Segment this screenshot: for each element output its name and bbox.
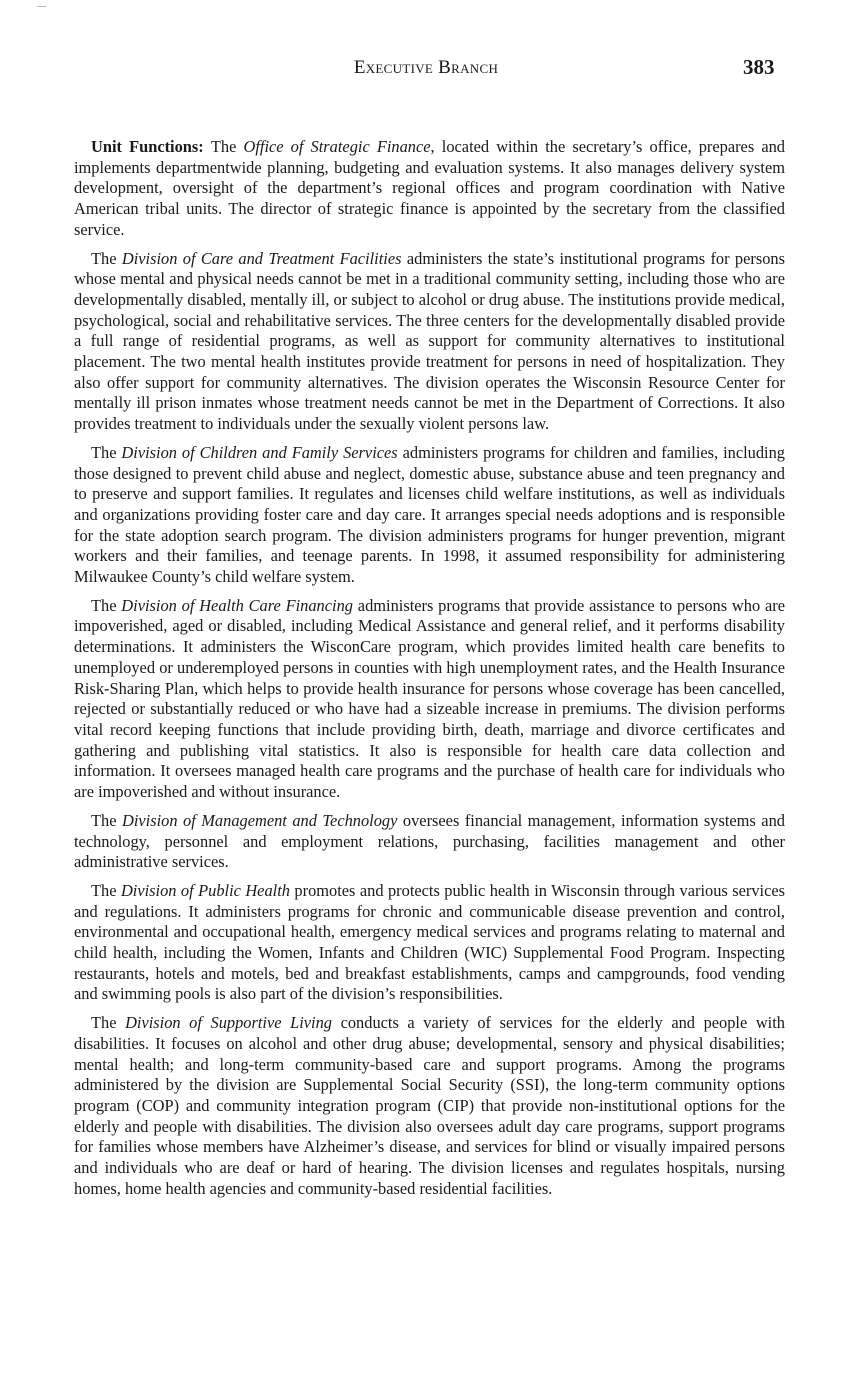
body-text: [74, 137, 785, 1207]
paragraph-lead-in: The: [91, 810, 122, 830]
paragraph-children-family: [74, 443, 785, 588]
paragraph-management-technology: [74, 811, 785, 873]
paragraph-body: administers programs for children and families, including those designed to prevent child abuse and neglect, domestic abuse, substance abuse and teen pregnancy and to preserve and support families. It regulates and licenses child welfare institutions, as well as individuals and organizations providing foster care and day care. It arranges special needs adoptions and is responsible for the state adoption search program. The division administers programs for hunger prevention, migrant workers and their families, and teenage parents. In 1998, it assumed responsibility for administering Milwaukee County’s child welfare system.: [74, 442, 785, 587]
paragraph-lead-in: The: [91, 442, 122, 462]
unit-name: Division of Supportive Living: [125, 1013, 332, 1033]
paragraph-care-treatment: [74, 249, 785, 435]
unit-name: Division of Care and Treatment Facilities: [121, 248, 402, 268]
paragraph-body: oversees financial management, information systems and technology, personnel and employment relations, purchasing, facilities management and other administrative services.: [74, 810, 785, 872]
unit-name: Division of Public Health: [120, 880, 290, 900]
unit-functions-label: Unit Functions:: [91, 137, 211, 156]
section-title: Executive Branch: [353, 57, 499, 78]
scan-mark: [37, 6, 46, 7]
paragraph-body: administers the state’s institutional programs for persons whose mental and physical needs cannot be met in a traditional community setting, including those who are developmentally disabled, mentally ill, or subject to alcohol or drug abuse. The institutions provide medical, psychological, social and rehabilitative services. The three centers for the developmentally disabled provide a full range of residential programs, as well as support for community alternatives to institutional placement. The two mental health institutes provide treatment for persons in need of hospitalization. They also offer support for community alternatives. The division operates the Wisconsin Resource Center for mentally ill prison inmates whose treatment needs cannot be met in the Department of Corrections. It also provides treatment to individuals under the sexually violent persons law.: [74, 248, 785, 434]
unit-name: Division of Health Care Financing: [121, 595, 353, 615]
paragraph-body: , located within the secretary’s office, prepares and implements departmentwide planning, budgeting and evaluation systems. It also manages delivery system development, oversight of the department’s regional offices and program coordination with Native American tribal units. The director of strategic finance is appointed by the secretary from the classified service.: [74, 137, 785, 239]
paragraph-lead-in: The: [210, 137, 244, 156]
paragraph-body: conducts a variety of services for the elderly and people with disabilities. It focuses on alcohol and other drug abuse; developmental, sensory and physical disabilities; mental health; and long-term community-based care and support programs. Among the programs administered by the division are Supplemental Social Security (SSI), the long-term community options program (COP) and community integration program (CIP) that provide non-institutional options for the elderly and people with disabilities. The division also oversees adult day care programs, support programs for families whose members have Alzheimer’s disease, and services for blind or visually impaired persons and individuals who are deaf or hard of hearing. The division licenses and regulates hospitals, nursing homes, home health agencies and community-based residential facilities.: [74, 1013, 785, 1198]
unit-name: Division of Management and Technology: [121, 810, 398, 830]
running-header: [0, 55, 859, 85]
paragraph-strategic-finance: [74, 137, 785, 241]
paragraph-health-care-financing: [74, 596, 785, 803]
paragraph-lead-in: The: [91, 595, 122, 615]
paragraph-supportive-living: [74, 1013, 785, 1199]
paragraph-body: promotes and protects public health in Wisconsin through various services and regulations. It administers programs for chronic and communicable disease prevention and control, environmental and occupational health, emergency medical services and programs relating to maternal and child health, including the Women, Infants and Children (WIC) Supplemental Food Program. Inspecting restaurants, hotels and motels, bed and breakfast establishments, camps and campgrounds, food vending and swimming pools is also part of the division’s responsibilities.: [74, 880, 785, 1004]
paragraph-public-health: [74, 881, 785, 1005]
paragraph-lead-in: The: [91, 880, 121, 900]
unit-name: Division of Children and Family Services: [121, 442, 398, 462]
paragraph-body: administers programs that provide assistance to persons who are impoverished, aged or disabled, including Medical Assistance and general relief, and it performs disability determinations. It administers the WisconCare program, which provides limited health care benefits to unemployed or underemployed persons in counties with high unemployment rates, and the Health Insurance Risk-Sharing Plan, which helps to provide health insurance for persons whose coverage has been cancelled, rejected or substantially reduced or who have had a sizeable increase in premiums. The division performs vital record keeping functions that include providing birth, death, marriage and divorce certificates and gathering and publishing vital statistics. It also is responsible for health care data collection and information. It oversees managed health care programs and the purchase of health care for individuals who are impoverished and without insurance.: [74, 595, 785, 802]
paragraph-lead-in: The: [91, 248, 122, 268]
paragraph-lead-in: The: [91, 1013, 126, 1033]
unit-name: Office of Strategic Finance: [243, 137, 431, 156]
page-number: 383: [743, 55, 775, 79]
